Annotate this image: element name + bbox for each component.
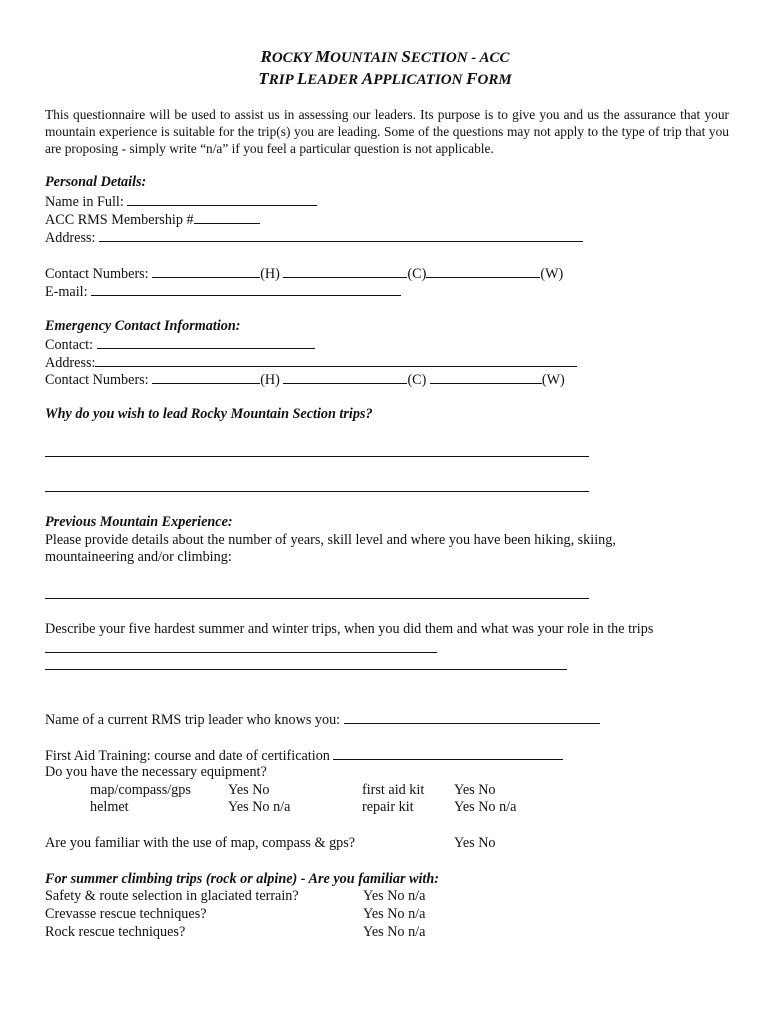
form-title-line2: TRIP LEADER APPLICATION FORM (258, 69, 512, 88)
first-aid-training-label: First Aid Training: course and date of certification (45, 748, 330, 764)
emergency-address-label: Address: (45, 355, 96, 371)
equipment-question: Do you have the necessary equipment? (45, 764, 267, 780)
contact-numbers-label: Contact Numbers: (45, 266, 149, 282)
experience-prompt-line1: Please provide details about the number of years, skill level and where you have been hiking, skiing, (45, 532, 616, 548)
email-row (45, 282, 401, 301)
hardest-trips-prompt: Describe your five hardest summer and winter trips, when you did them and what was your role in the trips (45, 621, 654, 637)
contact-numbers-row (45, 264, 563, 283)
form-title-line1: ROCKY MOUNTAIN SECTION - ACC (260, 47, 510, 66)
summer-question-options[interactable]: Yes No n/a (363, 906, 426, 922)
emergency-cell-field[interactable] (283, 370, 407, 384)
equipment-item-options[interactable]: Yes No n/a (228, 799, 291, 815)
emergency-work-field[interactable] (430, 370, 542, 384)
leader-known-row (45, 710, 600, 729)
why-lead-heading: Why do you wish to lead Rocky Mountain Section trips? (45, 406, 373, 422)
first-aid-training-field[interactable] (333, 746, 563, 760)
equipment-item-options[interactable]: Yes No n/a (454, 799, 517, 815)
map-compass-options[interactable]: Yes No (454, 835, 496, 851)
home-suffix: (H) (260, 266, 280, 282)
first-aid-training-row (45, 746, 563, 765)
membership-row (45, 210, 260, 229)
home-phone-field[interactable] (152, 264, 260, 278)
work-phone-field[interactable] (426, 264, 540, 278)
full-name-label: Name in Full: (45, 194, 124, 210)
email-field[interactable] (91, 282, 401, 296)
experience-heading: Previous Mountain Experience: (45, 514, 233, 530)
emergency-contact-label: Contact: (45, 337, 94, 353)
summer-question-label: Rock rescue techniques? (45, 924, 186, 940)
why-lead-answer-line-2[interactable] (45, 491, 589, 492)
emergency-contact-field[interactable] (97, 335, 315, 349)
leader-known-label: Name of a current RMS trip leader who knows you: (45, 712, 341, 728)
address-label: Address: (45, 230, 96, 246)
equipment-item-options[interactable]: Yes No (454, 782, 496, 798)
summer-question-options[interactable]: Yes No n/a (363, 888, 426, 904)
summer-question-options[interactable]: Yes No n/a (363, 924, 426, 940)
summer-climbing-heading: For summer climbing trips (rock or alpine) - Are you familiar with: (45, 871, 439, 887)
equipment-item-label: helmet (90, 799, 129, 815)
leader-known-field[interactable] (344, 710, 600, 724)
membership-label: ACC RMS Membership # (45, 212, 194, 228)
equipment-item-label: repair kit (362, 799, 414, 815)
work-suffix: (W) (540, 266, 564, 282)
address-field[interactable] (99, 228, 583, 242)
experience-answer-line[interactable] (45, 598, 589, 599)
emergency-home-suffix: (H) (260, 372, 280, 388)
cell-phone-field[interactable] (283, 264, 407, 278)
full-name-row (45, 192, 317, 211)
emergency-home-field[interactable] (152, 370, 260, 384)
equipment-item-options[interactable]: Yes No (228, 782, 270, 798)
emergency-work-suffix: (W) (541, 372, 565, 388)
membership-field[interactable] (194, 210, 260, 224)
why-lead-answer-line-1[interactable] (45, 456, 589, 457)
address-row (45, 228, 583, 247)
emergency-contact-heading: Emergency Contact Information: (45, 318, 241, 334)
map-compass-question: Are you familiar with the use of map, compass & gps? (45, 835, 356, 851)
summer-question-label: Crevasse rescue techniques? (45, 906, 207, 922)
summer-question-label: Safety & route selection in glaciated terrain? (45, 888, 299, 904)
experience-prompt-line2: mountaineering and/or climbing: (45, 549, 232, 565)
intro-paragraph: This questionnaire will be used to assist us in assessing our leaders. Its purpose is to give you and us the assurance that your mountain experience is suitable for the trip(s) you are leading. Some of the questions may not apply to the type of trip that you are proposing - simply write “n/a” if you feel a particular question is not applicable. (45, 107, 729, 156)
hardest-trips-line-2[interactable] (45, 669, 567, 670)
emergency-cell-suffix: (C) (407, 372, 427, 388)
hardest-trips-line-1[interactable] (45, 652, 437, 653)
cell-suffix: (C) (407, 266, 427, 282)
emergency-contact-row (45, 335, 315, 354)
equipment-item-label: first aid kit (362, 782, 425, 798)
personal-details-heading: Personal Details: (45, 174, 147, 190)
emergency-address-field[interactable] (95, 353, 577, 367)
email-label: E-mail: (45, 284, 88, 300)
emergency-numbers-label: Contact Numbers: (45, 372, 149, 388)
full-name-field[interactable] (127, 192, 317, 206)
emergency-numbers-row (45, 370, 565, 389)
equipment-item-label: map/compass/gps (90, 782, 191, 798)
